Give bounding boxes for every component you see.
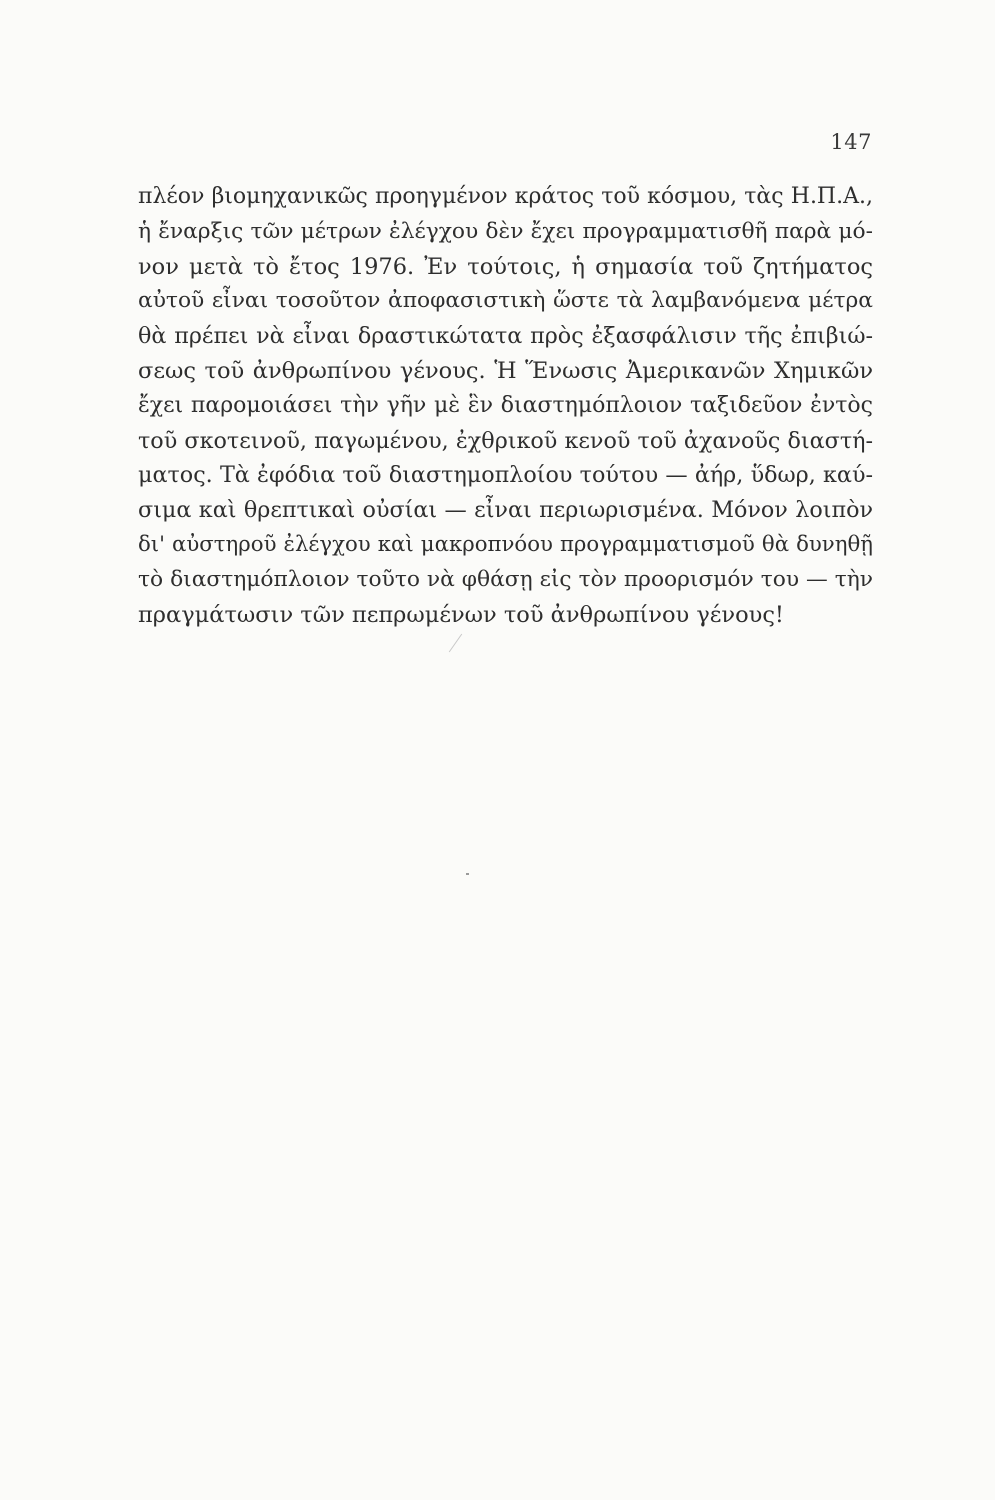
text-line: σεως τοῦ ἀνθρωπίνου γένους. Ἡ Ἕνωσις Ἀμερικανῶν Χημικῶν: [138, 357, 873, 384]
text-line: τοῦ σκοτεινοῦ, παγωμένου, ἐχθρικοῦ κενοῦ τοῦ ἀχανοῦς διαστή-: [138, 427, 873, 454]
text-line: ματος. Τὰ ἐφόδια τοῦ διαστημοπλοίου τούτου — ἀήρ, ὕδωρ, καύ-: [138, 462, 873, 489]
paper-speck: [466, 873, 469, 875]
text-line: δι' αὐστηροῦ ἐλέγχου καὶ μακροπνόου προγραμματισμοῦ θὰ δυνηθῇ: [138, 531, 873, 557]
text-line: τὸ διαστημόπλοιον τοῦτο νὰ φθάσῃ εἰς τὸν προορισμόν του — τὴν: [138, 566, 873, 592]
text-line: πλέον βιομηχανικῶς προηγμένον κράτος τοῦ κόσμου, τὰς Η.Π.Α.,: [138, 184, 873, 209]
text-line: αὐτοῦ εἶναι τοσοῦτον ἀποφασιστικὴ ὥστε τὰ λαμβανόμενα μέτρα: [138, 288, 873, 314]
text-line: νον μετὰ τὸ ἔτος 1976. Ἐν τούτοις, ἡ σημασία τοῦ ζητήματος: [138, 253, 873, 280]
text-line: θὰ πρέπει νὰ εἶναι δραστικώτατα πρὸς ἐξασφάλισιν τῆς ἐπιβιώ-: [138, 323, 873, 350]
text-line: ἔχει παρομοιάσει τὴν γῆν μὲ ἓν διαστημόπλοιον ταξιδεῦον ἐντὸς: [138, 392, 873, 418]
body-paragraph: [138, 180, 873, 632]
page-number: 147: [830, 130, 872, 154]
text-line-last: πραγμάτωσιν τῶν πεπρωμένων τοῦ ἀνθρωπίνου γένους!: [138, 601, 784, 628]
text-line: σιμα καὶ θρεπτικαὶ οὐσίαι — εἶναι περιωρισμένα. Μόνον λοιπὸν: [138, 497, 873, 524]
paper-scratch-mark: [449, 634, 462, 653]
text-line: ἡ ἔναρξις τῶν μέτρων ἐλέγχου δὲν ἔχει προγραμματισθῆ παρὰ μό-: [138, 218, 873, 244]
